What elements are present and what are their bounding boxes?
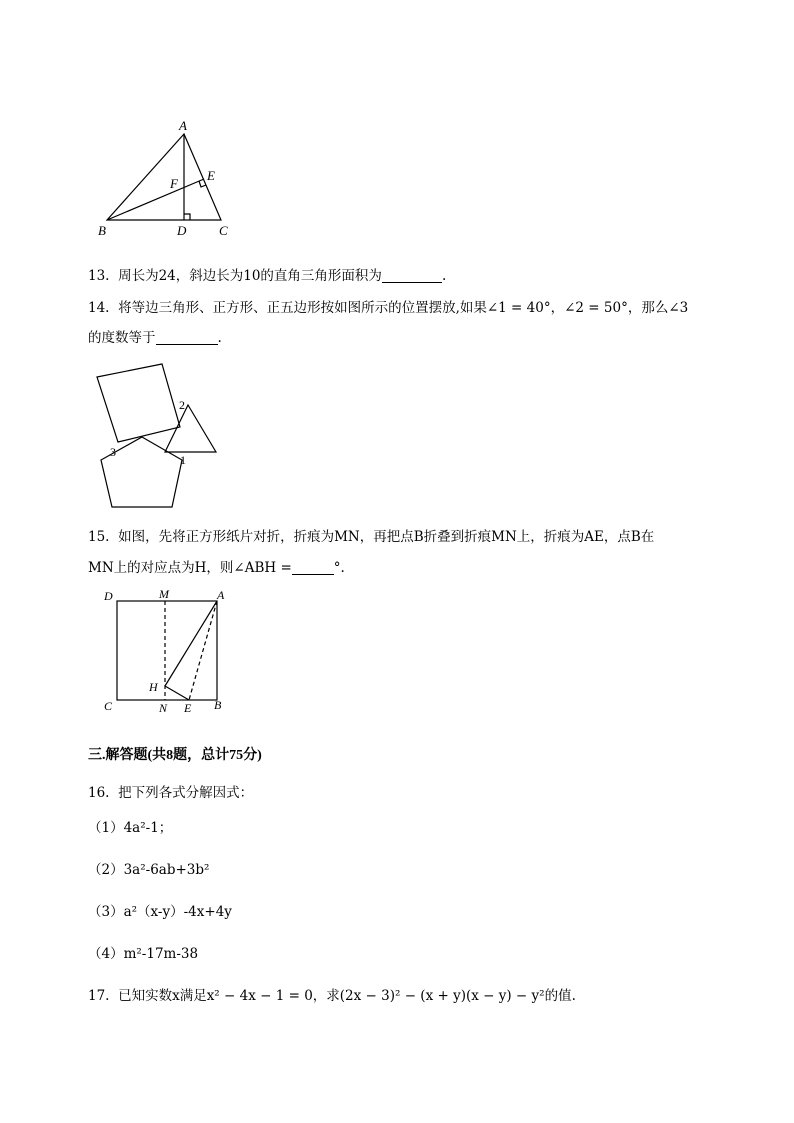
- label-n: N: [159, 701, 168, 715]
- label-c2: C: [104, 699, 113, 713]
- angle-label-1: 1: [180, 453, 186, 467]
- angle-label-2: 2: [179, 398, 185, 412]
- q17-number: 17.: [88, 988, 110, 1004]
- q14-text-2: 的度数等于: [88, 330, 156, 346]
- triangle-abc: [107, 134, 221, 220]
- label-a: A: [179, 118, 187, 133]
- q15-text-1: 如图，先将正方形纸片对折，折痕为MN，再把点B折叠到折痕MN上，折痕为AE，点B在: [118, 529, 655, 545]
- q14-number: 14.: [88, 300, 110, 316]
- q16-item-3: （3）a²（x-y）-4x+4y: [88, 904, 232, 920]
- label-d2: D: [104, 589, 113, 603]
- label-h: H: [149, 680, 158, 694]
- question-13: [88, 267, 446, 285]
- q13-end: .: [441, 268, 447, 284]
- question-14-line-1: [88, 299, 688, 317]
- q15-text-2: MN上的对应点为H，则∠ABH =: [88, 560, 292, 576]
- shapes-figure: [90, 360, 230, 515]
- q16-item-4: （4）m²-17m-38: [88, 946, 199, 962]
- line-he: [165, 686, 189, 700]
- q15-number: 15.: [88, 529, 110, 545]
- label-c: C: [219, 223, 228, 238]
- q13-number: 13.: [88, 268, 110, 284]
- label-b: B: [98, 223, 106, 238]
- q14-text-1: 将等边三角形、正方形、正五边形按如图所示的位置摆放,如果∠1 = 40°，∠2 = 50°，那么∠3: [118, 300, 689, 316]
- label-e: E: [207, 168, 215, 183]
- square-shape: [97, 364, 180, 442]
- q16-item-2: （2）3a²-6ab+3b²: [88, 862, 210, 878]
- question-16: [88, 784, 253, 802]
- square-fold-figure: [100, 585, 230, 715]
- q14-answer-blank: [156, 330, 218, 345]
- q13-answer-blank: [382, 268, 442, 283]
- line-ah: [165, 601, 217, 686]
- label-e2: E: [184, 701, 192, 715]
- label-d: D: [177, 223, 187, 238]
- triangle-figure: [95, 118, 245, 243]
- q15-answer-blank: [292, 560, 334, 575]
- question-15-line-1: [88, 528, 654, 546]
- q17-text: 已知实数x满足x² − 4x − 1 = 0，求(2x − 3)² − (x + y)(x − y) − y²的值.: [118, 988, 576, 1004]
- right-angle-mark-d: [184, 214, 190, 220]
- fold-line-ae: [189, 601, 217, 700]
- q16-text: 把下列各式分解因式：: [118, 785, 254, 801]
- question-17: [88, 987, 576, 1005]
- label-f: F: [170, 176, 178, 191]
- angle-label-3: 3: [110, 445, 116, 459]
- q16-number: 16.: [88, 785, 110, 801]
- q13-text: 周长为24，斜边长为10的直角三角形面积为: [118, 268, 382, 284]
- question-15-line-2: [88, 559, 345, 577]
- label-b2: B: [214, 698, 222, 712]
- label-m: M: [159, 587, 169, 601]
- label-a2: A: [217, 588, 225, 602]
- question-14-line-2: [88, 329, 222, 347]
- square-abcd: [117, 601, 217, 700]
- q16-item-1: （1）4a²-1；: [88, 820, 173, 836]
- q15-end: °.: [333, 560, 345, 576]
- q14-end: .: [217, 330, 222, 346]
- section-heading: 三.解答题(共8题，总计75分): [88, 748, 262, 763]
